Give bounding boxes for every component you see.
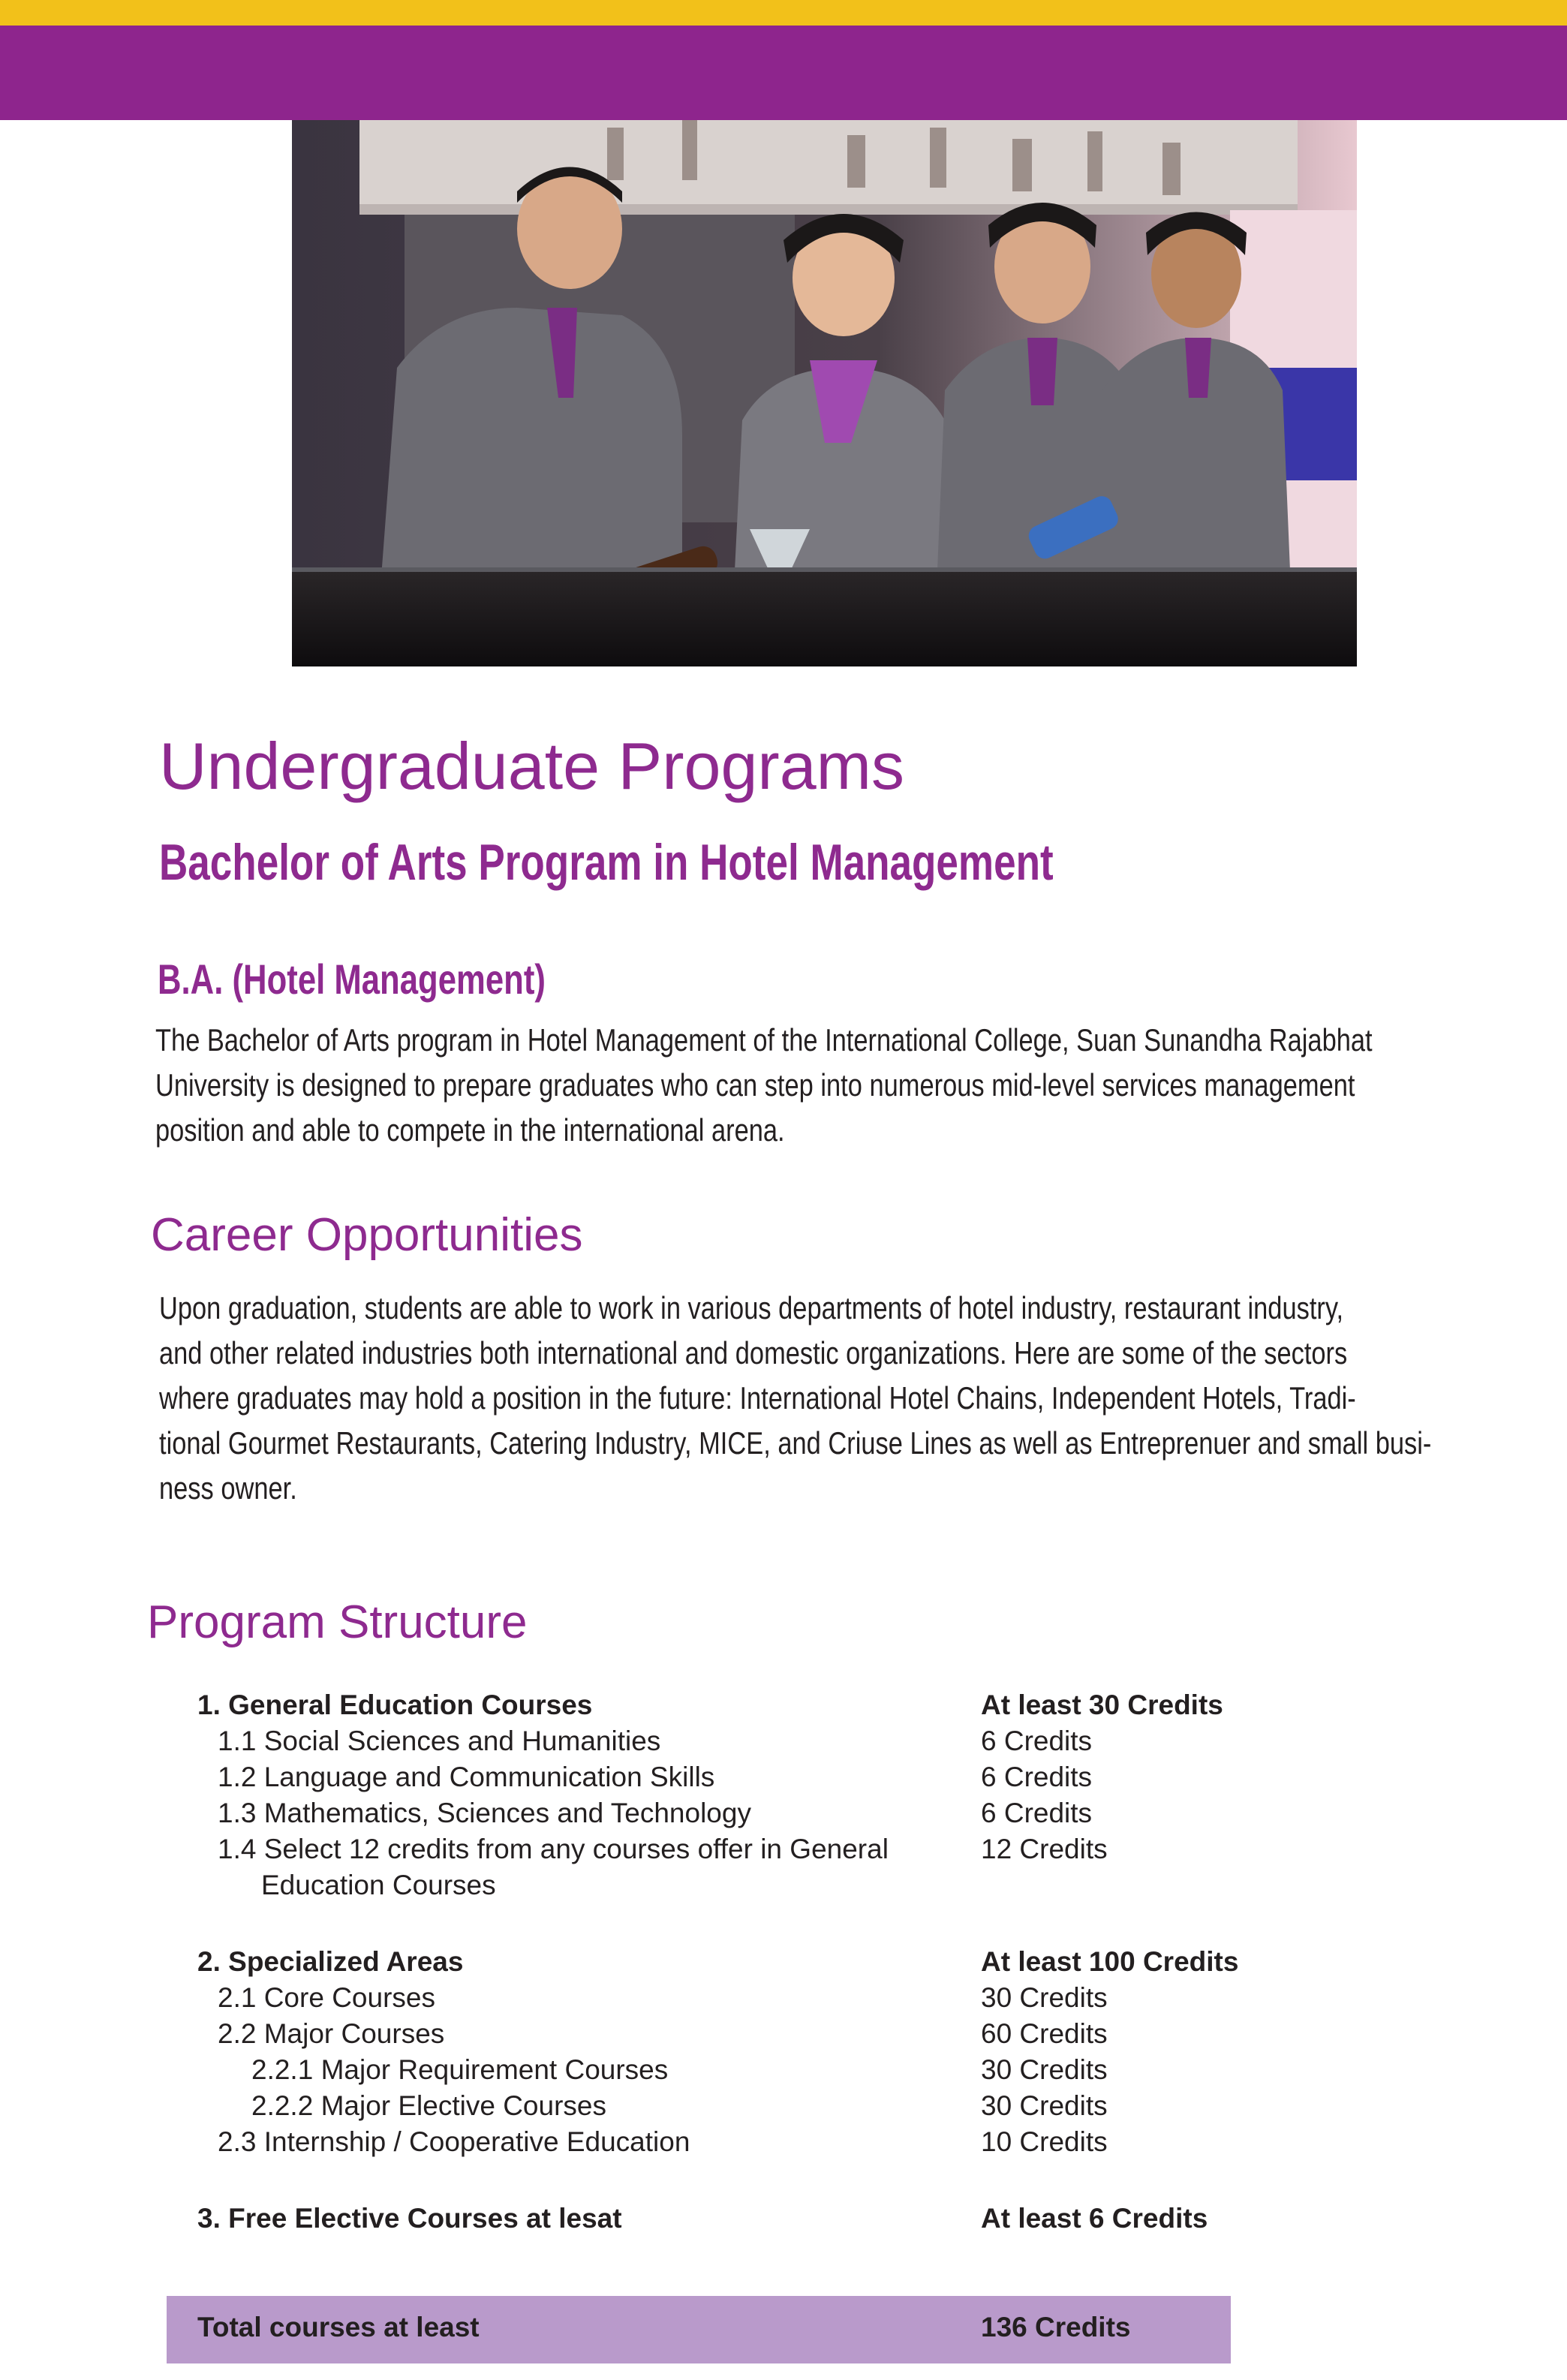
structure-row-credits: 30 Credits <box>981 2090 1108 2121</box>
structure-row-label: 3. Free Elective Courses at lesat <box>197 2203 622 2234</box>
career-description-line: Upon graduation, students are able to work in various departments of hotel industry, restaurant industry, <box>159 1290 1344 1325</box>
structure-row-label: 1. General Education Courses <box>197 1689 593 1720</box>
program-subtitle: Bachelor of Arts Program in Hotel Management <box>159 834 1054 891</box>
header-purple-band <box>0 26 1567 120</box>
total-credits-label: Total courses at least <box>197 2312 480 2342</box>
hotel-students-photo <box>292 120 1357 666</box>
structure-row-label: 1.3 Mathematics, Sciences and Technology <box>218 1798 751 1828</box>
structure-row-credits: 12 Credits <box>981 1834 1108 1864</box>
career-description-line: ness owner. <box>159 1470 297 1506</box>
structure-row-credits: 30 Credits <box>981 2054 1108 2085</box>
structure-row-label: 2. Specialized Areas <box>197 1946 464 1977</box>
career-heading: Career Opportunities <box>151 1209 583 1261</box>
structure-row-credits: 60 Credits <box>981 2018 1108 2049</box>
header-yellow-band <box>0 0 1567 26</box>
structure-row-credits: 6 Credits <box>981 1798 1093 1828</box>
structure-row-credits: 6 Credits <box>981 1726 1093 1756</box>
degree-abbreviation: B.A. (Hotel Management) <box>158 955 546 1003</box>
structure-row-credits: At least 100 Credits <box>981 1946 1239 1977</box>
structure-row-credits: 10 Credits <box>981 2126 1108 2157</box>
structure-row-label: 1.1 Social Sciences and Humanities <box>218 1726 661 1756</box>
page-title: Undergraduate Programs <box>159 729 904 803</box>
structure-row-label: 1.2 Language and Communication Skills <box>218 1762 715 1792</box>
degree-description-line: The Bachelor of Arts program in Hotel Management of the International College, Suan Sunandha Rajabhat <box>155 1022 1373 1058</box>
structure-row-label: 2.2.2 Major Elective Courses <box>251 2090 606 2121</box>
career-description-line: and other related industries both international and domestic organizations. Here are some of the sectors <box>159 1335 1348 1371</box>
career-description-line: tional Gourmet Restaurants, Catering Industry, MICE, and Criuse Lines as well as Entreprenuer and small busi- <box>159 1425 1432 1461</box>
structure-row-label: 2.2.1 Major Requirement Courses <box>251 2054 669 2085</box>
career-description-line: where graduates may hold a position in the future: International Hotel Chains, Independent Hotels, Tradi- <box>159 1380 1356 1416</box>
structure-row-credits: At least 6 Credits <box>981 2203 1208 2234</box>
structure-row-credits: 6 Credits <box>981 1762 1093 1792</box>
structure-heading: Program Structure <box>147 1596 528 1648</box>
structure-row-credits: 30 Credits <box>981 1982 1108 2013</box>
degree-description-line: position and able to compete in the international arena. <box>155 1112 785 1148</box>
structure-row-label: Education Courses <box>261 1870 496 1900</box>
structure-row-label: 1.4 Select 12 credits from any courses offer in General <box>218 1834 889 1864</box>
degree-description-line: University is designed to prepare graduates who can step into numerous mid-level services management <box>155 1067 1355 1103</box>
structure-row-label: 2.1 Core Courses <box>218 1982 435 2013</box>
degree-description <box>155 1018 1509 1153</box>
total-credits-value: 136 Credits <box>981 2312 1131 2342</box>
structure-row-label: 2.3 Internship / Cooperative Education <box>218 2126 690 2157</box>
structure-row-credits: At least 30 Credits <box>981 1689 1223 1720</box>
career-description <box>159 1286 1457 1511</box>
structure-row-label: 2.2 Major Courses <box>218 2018 445 2049</box>
